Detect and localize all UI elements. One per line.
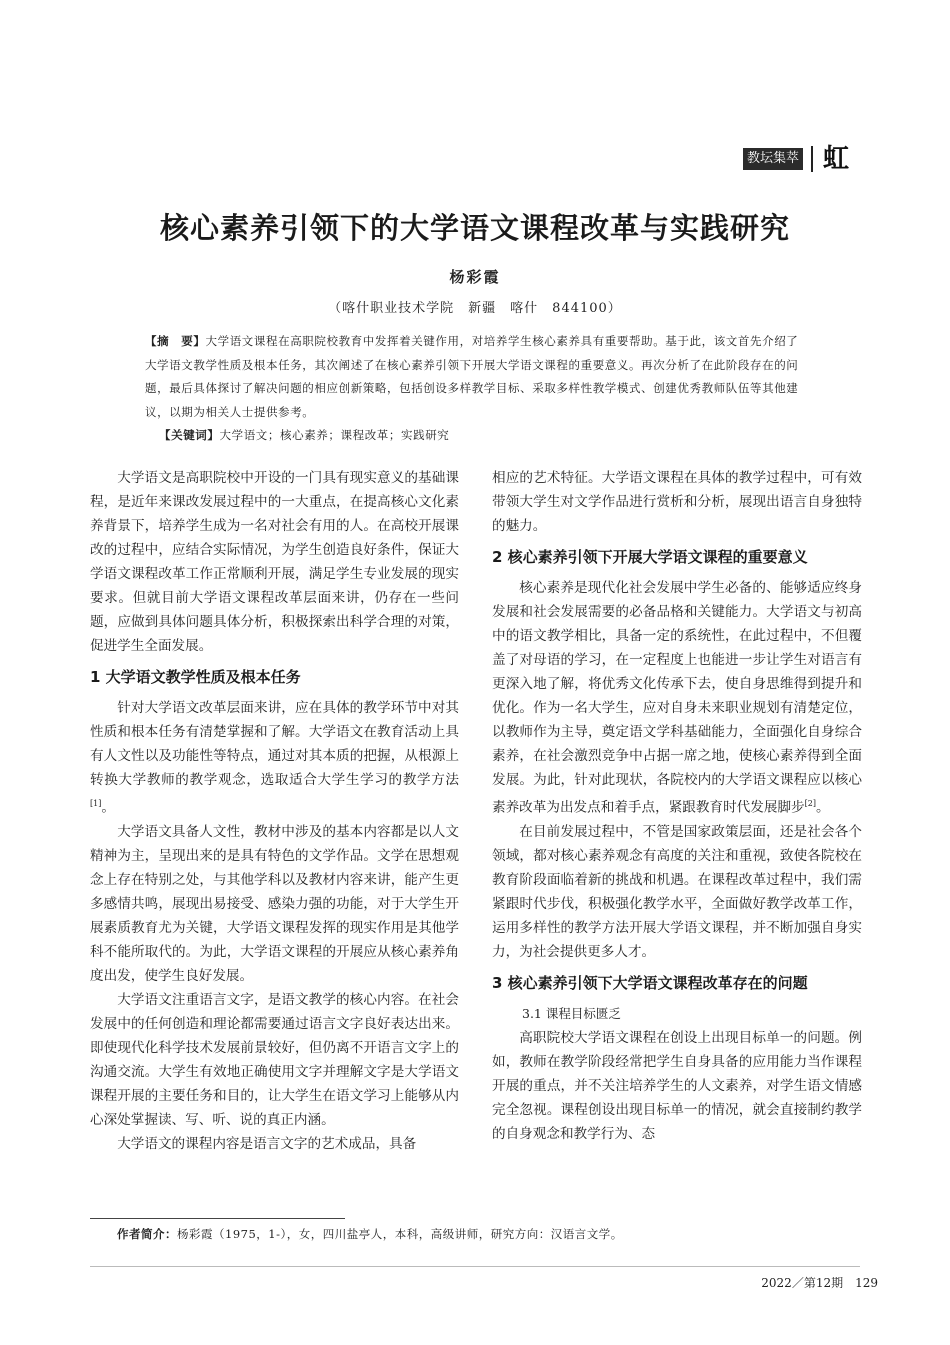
affiliation: （喀什职业技术学院 新疆 喀什 844100）: [328, 301, 622, 316]
article-title: 核心素养引领下的大学语文课程改革与实践研究: [159, 211, 790, 245]
paragraph: 相应的艺术特征。大学语文课程在具体的教学过程中，可有效带领大学生对文学作品进行赏析和分析，展现出语言自身独特的魅力。: [492, 470, 862, 534]
header-divider: [811, 146, 813, 172]
citation-ref: [2]: [804, 799, 816, 808]
section-header: [743, 144, 850, 174]
keywords-text: 大学语文；核心素养；课程改革；实践研究: [219, 428, 450, 442]
page-footer-divider: [90, 1266, 860, 1267]
right-column: [492, 466, 862, 1146]
left-column: [90, 466, 459, 1156]
abstract: [145, 330, 810, 424]
journal-logo: 虹: [823, 144, 850, 174]
paragraph: 核心素养是现代化社会发展中学生必备的、能够适应终身发展和社会发展需要的必备品格和关键能力。大学语文与初高中的语文教学相比，具备一定的系统性，在此过程中，不但覆盖了对母语的学习，在一定程度上也能进一步让学生对语言有更深入地了解，将优秀文化传承下去，使自身思维得到提升和优化。作为一名大学生，应对自身未来职业规划有清楚定位，以教师作为主导，奠定语文学科基础能力，全面强化自身综合素养，在社会激烈竞争中占据一席之地，使核心素养得到全面发展。为此，针对此现状，各院校内的大学语文课程应以核心素养改革为出发点和着手点，紧跟教育时代发展脚步[2]。: [492, 580, 862, 816]
paragraph: 大学语文注重语言文字，是语文教学的核心内容。在社会发展中的任何创造和理论都需要通过语言文字良好表达出来。即使现代化科学技术发展前景较好，但仍离不开语言文字上的沟通交流。大学生有效地正确使用文字并理解文字是大学语文课程开展的主要任务和目的，让大学生在语文学习上能够从内心深处掌握读、写、听、说的真正内涵。: [90, 991, 459, 1128]
paragraph: 高职院校大学语文课程在创设上出现目标单一的问题。例如，教师在教学阶段经常把学生自身具备的应用能力当作课程开展的重点，并不关注培养学生的人文素养，对学生语文情感完全忽视。课程创设出现目标单一的情况，就会直接制约教学的自身观念和教学行为、态: [492, 1029, 862, 1142]
abstract-label: 【摘 要】: [145, 334, 206, 348]
paragraph: 大学语文的课程内容是语言文字的艺术成品，具备: [117, 1135, 417, 1152]
section-heading-1: 1 大学语文教学性质及根本任务: [90, 668, 301, 686]
page-number: 2022／第12期 129: [761, 1276, 878, 1290]
keywords-label: 【关键词】: [159, 428, 220, 442]
keywords: [159, 425, 809, 445]
paragraph: 针对大学语文改革层面来讲，应在具体的教学环节中对其性质和根本任务有清楚掌握和了解。大学语文在教育活动上具有人文性以及功能性等特点，通过对其本质的把握，从根源上转换大学教师的教学观念，选取适合大学生学习的教学方法[1]。: [90, 700, 459, 816]
subsection-heading: 3.1 课程目标匮乏: [522, 1005, 621, 1021]
citation-ref: [1]: [90, 799, 102, 808]
section-label: 教坛集萃: [743, 148, 803, 170]
footnote-label: 作者简介：: [117, 1227, 177, 1241]
abstract-text: 大学语文课程在高职院校教育中发挥着关键作用，对培养学生核心素养具有重要帮助。基于此，该文首先介绍了大学语文教学性质及根本任务，其次阐述了在核心素养引领下开展大学语文课程的重要意义。再次分析了在此阶段存在的问题，最后具体探讨了解决问题的相应创新策略，包括创设多样教学目标、采取多样性教学模式、创建优秀教师队伍等其他建议，以期为相关人士提供参考。: [145, 334, 799, 419]
paragraph: 大学语文是高职院校中开设的一门具有现实意义的基础课程，是近年来课改发展过程中的一大重点，在提高核心文化素养背景下，培养学生成为一名对社会有用的人。在高校开展课改的过程中，应结合实际情况，为学生创造良好条件，保证大学语文课程改革工作正常顺利开展，满足学生专业发展的现实要求。但就目前大学语文课程改革层面来讲，仍存在一些问题，应做到具体问题具体分析，积极探索出科学合理的对策，促进学生全面发展。: [90, 470, 459, 654]
footnote-divider: [90, 1218, 345, 1219]
paragraph: 大学语文具备人文性，教材中涉及的基本内容都是以人文精神为主，呈现出来的是具有特色的文学作品。文学在思想观念上存在特别之处，与其他学科以及教材内容来讲，能产生更多感情共鸣，展现出易接受、感染力强的功能，对于大学生开展素质教育尤为关键，大学语文课程发挥的现实作用是其他学科不能所取代的。为此，大学语文课程的开展应从核心素养角度出发，使学生良好发展。: [90, 823, 459, 984]
author-footnote: [117, 1226, 623, 1242]
section-heading-2: 2 核心素养引领下开展大学语文课程的重要意义: [492, 548, 808, 566]
footnote-text: 杨彩霞（1975，1-），女，四川盐亭人，本科，高级讲师，研究方向：汉语言文学。: [177, 1227, 623, 1241]
author-name: 杨彩霞: [449, 268, 501, 286]
paragraph: 在目前发展过程中，不管是国家政策层面，还是社会各个领域，都对核心素养观念有高度的关注和重视，致使各院校在教育阶段面临着新的挑战和机遇。在课程改革过程中，我们需紧跟时代步伐，积极强化教学水平，全面做好教学改革工作，运用多样性的教学方法开展大学语文课程，并不断加强自身实力，为社会提供更多人才。: [492, 823, 862, 960]
section-heading-3: 3 核心素养引领下大学语文课程改革存在的问题: [492, 973, 808, 992]
